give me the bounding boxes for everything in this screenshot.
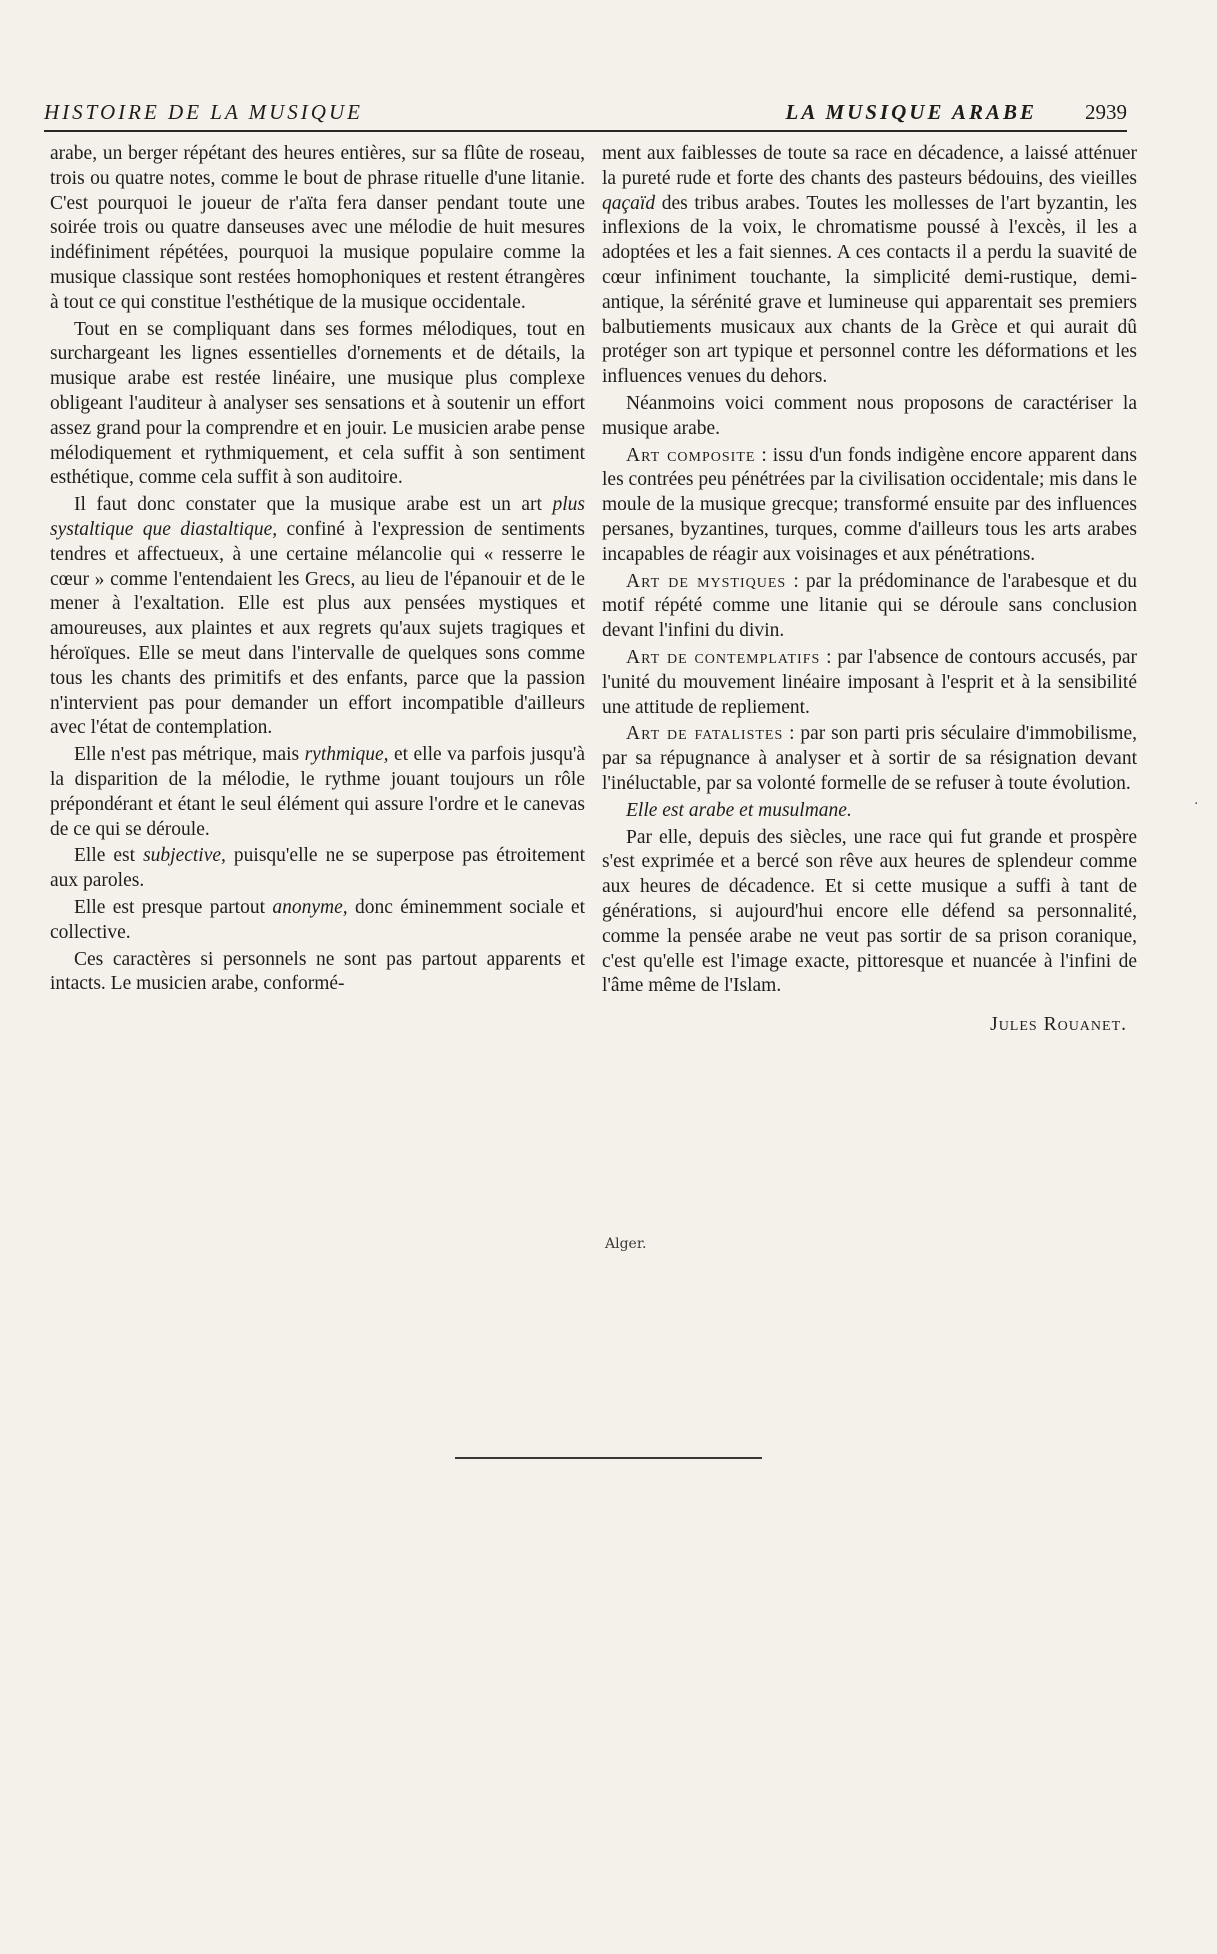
text-run: : par l'absence de contours accusés, par l'unité du mouvement linéaire imposant à l'esprit et à la sensibilité une attitude de repliement. <box>602 646 1138 718</box>
emphasis: anonyme, <box>272 896 348 918</box>
text-run: puisqu'elle ne se superpose pas étroitement aux paroles. <box>50 845 585 892</box>
paragraph <box>602 444 1137 568</box>
margin-mark: · <box>1194 796 1199 812</box>
paragraph: Ces caractères si personnels ne sont pas partout apparents et intacts. Le musicien arabe, conformé- <box>50 948 585 995</box>
paragraph <box>602 646 1137 720</box>
small-caps-heading: Art composite <box>626 444 756 466</box>
paragraph: Par elle, depuis des siècles, une race qui fut grande et prospère s'est exprimée et a bercé son rêve aux heures de splendeur comme aux heures de décadence. Et si cette musique a suffi à tant de générations, si aujourd'hui encore elle défend sa personnalité, comme la pensée arabe ne veut pas sortir de sa prison coranique, c'est qu'elle est l'image exacte, pittoresque et nuancée à l'infini de l'âme même de l'Islam. <box>602 826 1137 997</box>
small-caps-heading: Art de mystiques <box>626 570 787 592</box>
emphasis: plus systaltique que diastaltique, <box>50 494 585 540</box>
text-run: des tribus arabes. Toutes les mollesses de l'art byzantin, les inflexions de la voix, le chromatisme poussé à l'excès, il les a adoptées et les a fait siennes. A ces contacts il a perdu la suavité de cœur infiniment touchante, la simplicité demi-rustique, demi-antique, la sérénité grave et lumineuse qui apparentait ses premiers balbutiements musicaux aux chants de la Grèce et qui aurait dû protéger son art typique et personnel contre les déformations et les influences venues du dehors. <box>602 192 1137 388</box>
text-run: confiné à l'expression de sentiments tendres et affectueux, à une certaine mélancolie qui « resserre le cœur » comme l'entendaient les Grecs, au lieu de l'épanouir et de le mener à l'exaltation. Elle est plus aux pensées mystiques et amoureuses, aux plaintes et aux regrets qu'aux sujets tragiques et héroïques. Elle se meut dans l'intervalle de quelques sons comme tous les chants des primitifs et des enfants, parce que la passion n'intervient pas pour demander un effort incompatible d'ailleurs avec l'état de contemplation. <box>50 518 585 739</box>
text-run: Elle n'est pas métrique, mais <box>74 744 305 766</box>
text-run: : issu d'un fonds indigène encore apparent dans les contrées peu pénétrées par la civilisation occidentale; mis dans le moule de la musique grecque; transformé ensuite par des influences persanes, byzantines, turques, comme d'ailleurs tous les arts arabes incapables de réagir aux voisinages et aux pénétrations. <box>602 444 1137 565</box>
small-caps-heading: Art de fatalistes <box>626 723 784 745</box>
text-run: : par la prédominance de l'arabesque et du motif répété comme une litanie qui se déroule sans conclusion devant l'infini du divin. <box>602 570 1137 642</box>
emphasis: qaçaïd <box>602 192 656 214</box>
paragraph: Néanmoins voici comment nous proposons de caractériser la musique arabe. <box>602 392 1137 439</box>
text-run: : par son parti pris séculaire d'immobilisme, par sa répugnance à analyser et à sortir de sa résignation devant l'inéluctable, par sa volonté formelle de se refuser à toute évolution. <box>602 723 1137 794</box>
paragraph <box>50 493 585 741</box>
text-run: et elle va parfois jusqu'à la disparition de la mélodie, le rythme jouant toujours un rôle prépondérant et étant le seul élément qui assure l'ordre et le canevas de ce qui se déroule. <box>50 744 585 840</box>
emphasis: Elle est arabe et musulmane. <box>626 799 852 821</box>
text-run: donc éminemment sociale et collective. <box>50 896 585 943</box>
right-column <box>602 142 1137 1038</box>
author-signature: Jules Rouanet. <box>990 1014 1127 1036</box>
running-head <box>44 100 1127 132</box>
emphasis: rythmique, <box>304 744 389 766</box>
paragraph <box>50 743 585 842</box>
paragraph: arabe, un berger répétant des heures entières, sur sa flûte de roseau, trois ou quatre notes, comme le bout de phrase rituelle d'une litanie. C'est pourquoi le joueur de r'aïta fera danser pendant toute une soirée trois ou quatre danseuses avec une mélodie de huit mesures indéfiniment répétées, pourquoi la musique populaire comme la musique classique sont restées homophoniques et restent étrangères à tout ce qui constitue l'esthétique de la musique occidentale. <box>50 143 585 313</box>
section-rule <box>455 1457 762 1459</box>
paragraph <box>602 722 1137 796</box>
place-line: Alger. <box>605 1236 647 1252</box>
emphasis: subjective, <box>143 845 226 867</box>
paragraph <box>602 799 1137 824</box>
left-column <box>50 142 585 999</box>
text-run: ment aux faiblesses de toute sa race en décadence, a laissé atténuer la pureté rude et forte des chants des pasteurs bédouins, des vieilles <box>602 143 1137 189</box>
page-number: 2939 <box>1085 100 1127 124</box>
paragraph <box>50 896 585 946</box>
small-caps-heading: Art de contemplatifs <box>626 646 821 668</box>
paragraph <box>602 570 1137 644</box>
text-run: Elle est <box>74 845 144 867</box>
paragraph <box>602 142 1137 390</box>
running-head-right: LA MUSIQUE ARABE <box>785 100 1037 124</box>
text-run: Il faut donc constater que la musique arabe est un art <box>74 494 553 516</box>
running-head-left: HISTOIRE DE LA MUSIQUE <box>44 100 363 124</box>
paragraph: Tout en se compliquant dans ses formes mélodiques, tout en surchargeant les lignes essentielles d'ornements et de détails, la musique arabe est restée linéaire, une musique plus complexe obligeant l'auditeur à analyser ses sensations et à soutenir un effort assez grand pour la comprendre et en jouir. Le musicien arabe pense mélodiquement et rythmiquement, et cela suffit à son sentiment esthétique, comme cela suffit à son auditoire. <box>50 318 585 489</box>
paragraph <box>50 844 585 894</box>
text-run: Elle est presque partout <box>74 896 273 918</box>
